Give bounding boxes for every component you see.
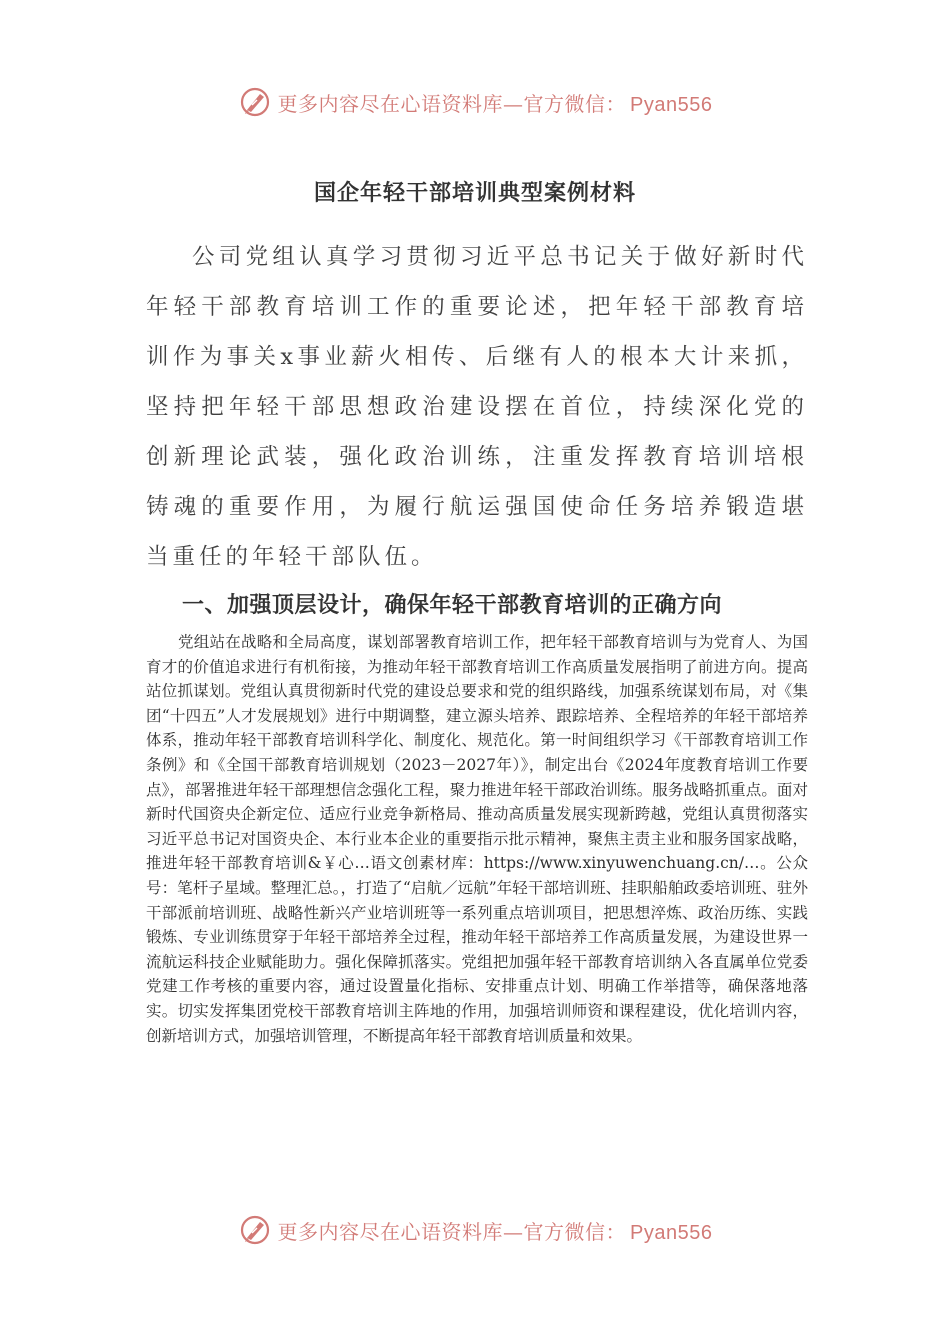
banner-slogan: 更多内容尽在心语资料库—官方微信：	[277, 1219, 627, 1244]
pen-nib-logo-icon	[238, 1213, 272, 1247]
banner-slogan: 更多内容尽在心语资料库—官方微信：	[277, 91, 627, 116]
section-1-body: 党组站在战略和全局高度，谋划部署教育培训工作，把年轻干部教育培训与为党育人、为国育才的价值追求进行有机衔接，为推动年轻干部教育培训工作高质量发展指明了前进方向。提高站位抓谋划。党组认真贯彻新时代党的建设总要求和党的组织路线，加强系统谋划布局，对《集团“十四五”人才发展规划》进行中期调整，建立源头培养、跟踪培养、全程培养的年轻干部培养体系，推动年轻干部教育培训科学化、制度化、规范化。第一时间组织学习《干部教育培训工作条例》和《全国干部教育培训规划（2023－2027年）》，制定出台《2024年度教育培训工作要点》，部署推进年轻干部理想信念强化工程，聚力推进年轻干部政治训练。服务战略抓重点。面对新时代国资央企新定位、适应行业竞争新格局、推动高质量发展实现新跨越，党组认真贯彻落实习近平总书记对国资央企、本行业本企业的重要指示批示精神，聚焦主责主业和服务国家战略，推进年轻干部教育培训&￥心…语文创素材库：https://www.xinyuwenchuang.cn/…。公众号：笔杆子星域。整理汇总。，打造了“启航／远航”年轻干部培训班、挂职船舶政委培训班、驻外干部派前培训班、战略性新兴产业培训班等一系列重点培训项目，把思想淬炼、政治历练、实践锻炼、专业训练贯穿于年轻干部培养全过程，推动年轻干部培养工作高质量发展，为建设世界一流航运科技企业赋能助力。强化保障抓落实。党组把加强年轻干部教育培训纳入各直属单位党委党建工作考核的重要内容，通过设置量化指标、安排重点计划、明确工作举措等，确保落地落实。切实发挥集团党校干部教育培训主阵地的作用，加强培训师资和课程建设，优化培训内容，创新培训方式，加强培训管理，不断提高年轻干部教育培训质量和效果。	[146, 633, 808, 1045]
banner-wechat-id: Pyan556	[630, 93, 713, 116]
section-1-heading: 一、加强顶层设计，确保年轻干部教育培训的正确方向	[182, 593, 723, 618]
footer-banner	[0, 1210, 950, 1250]
banner-wechat-id: Pyan556	[630, 1221, 713, 1244]
intro-paragraph: 公司党组认真学习贯彻习近平总书记关于做好新时代年轻干部教育培训工作的重要论述，把年轻干部教育培训作为事关x事业薪火相传、后继有人的根本大计来抓，坚持把年轻干部思想政治建设摆在首位，持续深化党的创新理论武装，强化政治训练，注重发挥教育培训培根铸魂的重要作用，为履行航运强国使命任务培养锻造堪当重任的年轻干部队伍。	[146, 244, 808, 570]
pen-nib-logo-icon	[238, 85, 272, 119]
banner-text	[278, 1216, 713, 1245]
header-banner	[0, 82, 950, 122]
banner-text	[278, 88, 713, 117]
document-title: 国企年轻干部培训典型案例材料	[313, 181, 636, 206]
